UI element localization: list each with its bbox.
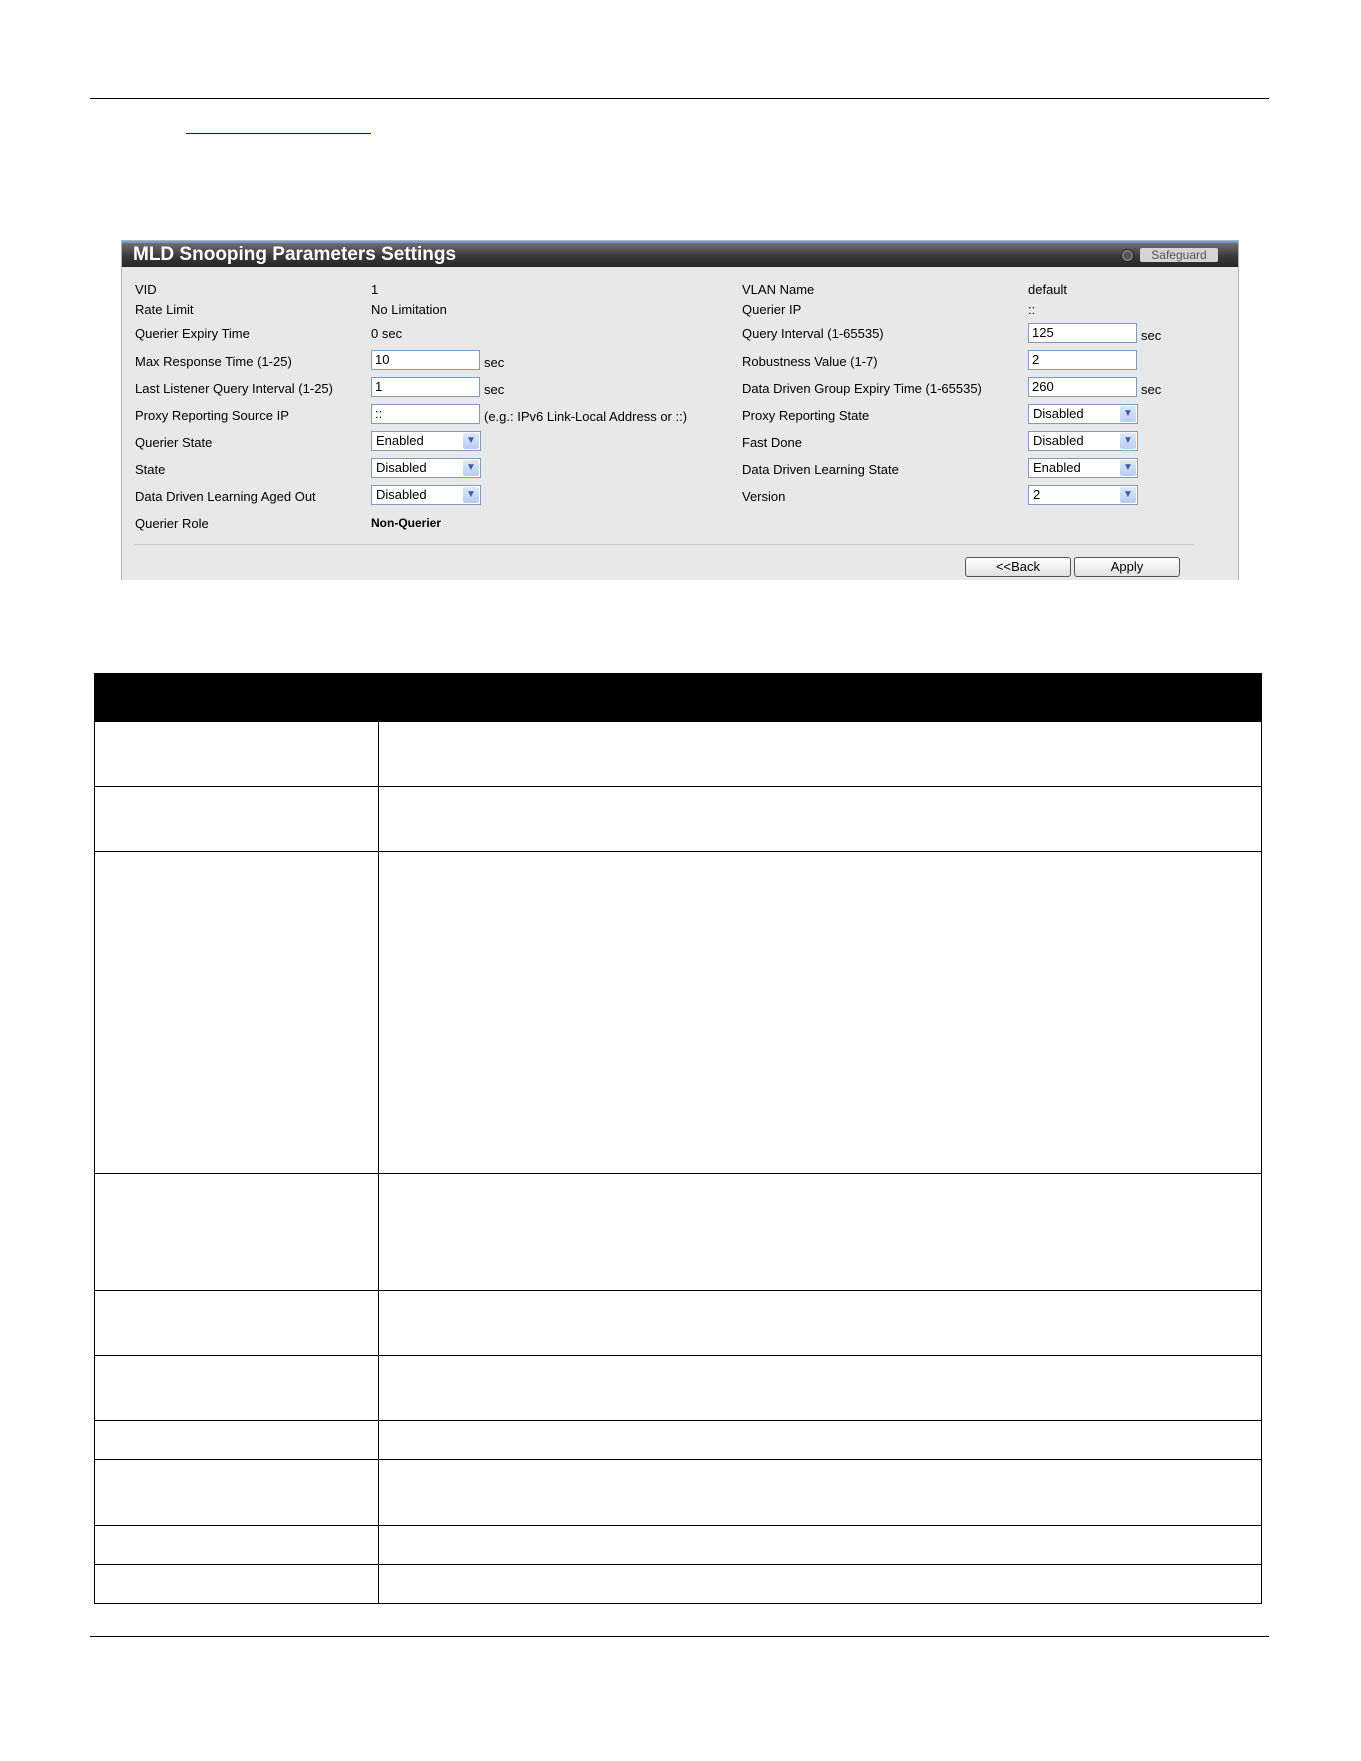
header-rule: [90, 98, 1269, 99]
querier-expiry-label: Querier Expiry Time: [135, 326, 250, 341]
chevron-down-icon[interactable]: ▼: [463, 433, 479, 449]
fast-done-label: Fast Done: [742, 435, 802, 450]
robustness-input[interactable]: 2: [1028, 350, 1137, 370]
learning-state-value: Enabled: [1033, 460, 1081, 475]
querier-ip-label: Querier IP: [742, 302, 802, 317]
aged-out-select[interactable]: [371, 485, 481, 505]
last-listener-unit: sec: [484, 382, 505, 397]
querier-role-label: Querier Role: [135, 516, 209, 531]
querier-expiry-value: 0 sec: [371, 326, 403, 341]
querier-role-value: Non-Querier: [371, 516, 442, 530]
apply-button[interactable]: Apply: [1074, 557, 1180, 577]
proxy-state-label: Proxy Reporting State: [742, 408, 870, 423]
safeguard-label: Safeguard: [1140, 248, 1218, 262]
vid-value: 1: [371, 282, 379, 297]
proxy-state-select[interactable]: [1028, 404, 1138, 424]
max-response-input[interactable]: 10: [371, 350, 480, 370]
robustness-label: Robustness Value (1-7): [742, 354, 878, 369]
parameter-description-table: [94, 673, 1262, 1604]
proxy-source-note: (e.g.: IPv6 Link-Local Address or ::): [484, 409, 688, 424]
vlan-name-value: default: [1028, 282, 1068, 297]
table-row: [95, 1460, 1262, 1526]
query-interval-label: Query Interval (1-65535): [742, 326, 884, 341]
rate-limit-value: No Limitation: [371, 302, 447, 317]
state-value: Disabled: [376, 460, 427, 475]
safeguard-status-icon: [1121, 249, 1134, 262]
panel-title: MLD Snooping Parameters Settings: [133, 244, 457, 265]
max-response-unit: sec: [484, 355, 505, 370]
chevron-down-icon[interactable]: ▼: [463, 460, 479, 476]
fast-done-select[interactable]: [1028, 431, 1138, 451]
group-expiry-label: Data Driven Group Expiry Time (1-65535): [742, 381, 982, 396]
group-expiry-unit: sec: [1141, 382, 1162, 397]
aged-out-value: Disabled: [376, 487, 427, 502]
safeguard-indicator: [1121, 247, 1218, 263]
version-label: Version: [742, 489, 786, 504]
table-header-row: [95, 674, 1262, 722]
version-select[interactable]: [1028, 485, 1138, 505]
aged-out-label: Data Driven Learning Aged Out: [135, 489, 316, 504]
vlan-name-label: VLAN Name: [742, 282, 815, 297]
proxy-source-label: Proxy Reporting Source IP: [135, 408, 289, 423]
last-listener-input[interactable]: 1: [371, 377, 480, 397]
group-expiry-input[interactable]: 260: [1028, 377, 1137, 397]
panel-title-bar: [122, 241, 1238, 267]
chevron-down-icon[interactable]: ▼: [1120, 487, 1136, 503]
querier-state-label: Querier State: [135, 435, 213, 450]
footer-rule: [90, 1636, 1269, 1637]
table-row: [95, 722, 1262, 787]
table-row: [95, 1526, 1262, 1565]
chevron-down-icon[interactable]: ▼: [1120, 406, 1136, 422]
fast-done-value: Disabled: [1033, 433, 1084, 448]
parameter-column-header: [95, 674, 379, 722]
table-row: [95, 1291, 1262, 1356]
table-row: [95, 1565, 1262, 1604]
max-response-label: Max Response Time (1-25): [135, 354, 292, 369]
description-column-header: [379, 674, 1262, 722]
back-button[interactable]: <<Back: [965, 557, 1071, 577]
querier-state-select[interactable]: [371, 431, 481, 451]
table-row: [95, 1174, 1262, 1291]
vid-label: VID: [135, 282, 157, 297]
proxy-state-value: Disabled: [1033, 406, 1084, 421]
table-row: [95, 1421, 1262, 1460]
rate-limit-label: Rate Limit: [135, 302, 194, 317]
proxy-source-input[interactable]: ::: [371, 404, 480, 424]
query-interval-input[interactable]: 125: [1028, 323, 1137, 343]
querier-state-value: Enabled: [376, 433, 424, 448]
table-row: [95, 787, 1262, 852]
chevron-down-icon[interactable]: ▼: [1120, 460, 1136, 476]
state-select[interactable]: [371, 458, 481, 478]
state-label: State: [135, 462, 166, 477]
querier-ip-value: ::: [1028, 302, 1036, 317]
table-row: [95, 1356, 1262, 1421]
mld-snooping-settings-panel: [121, 240, 1239, 580]
learning-state-select[interactable]: [1028, 458, 1138, 478]
version-value: 2: [1033, 487, 1041, 502]
chevron-down-icon[interactable]: ▼: [1120, 433, 1136, 449]
table-row: [95, 852, 1262, 1174]
figure-link[interactable]: [186, 133, 371, 134]
last-listener-label: Last Listener Query Interval (1-25): [135, 381, 333, 396]
learning-state-label: Data Driven Learning State: [742, 462, 899, 477]
query-interval-unit: sec: [1141, 328, 1162, 343]
form-divider: [134, 544, 1194, 545]
chevron-down-icon[interactable]: ▼: [463, 487, 479, 503]
